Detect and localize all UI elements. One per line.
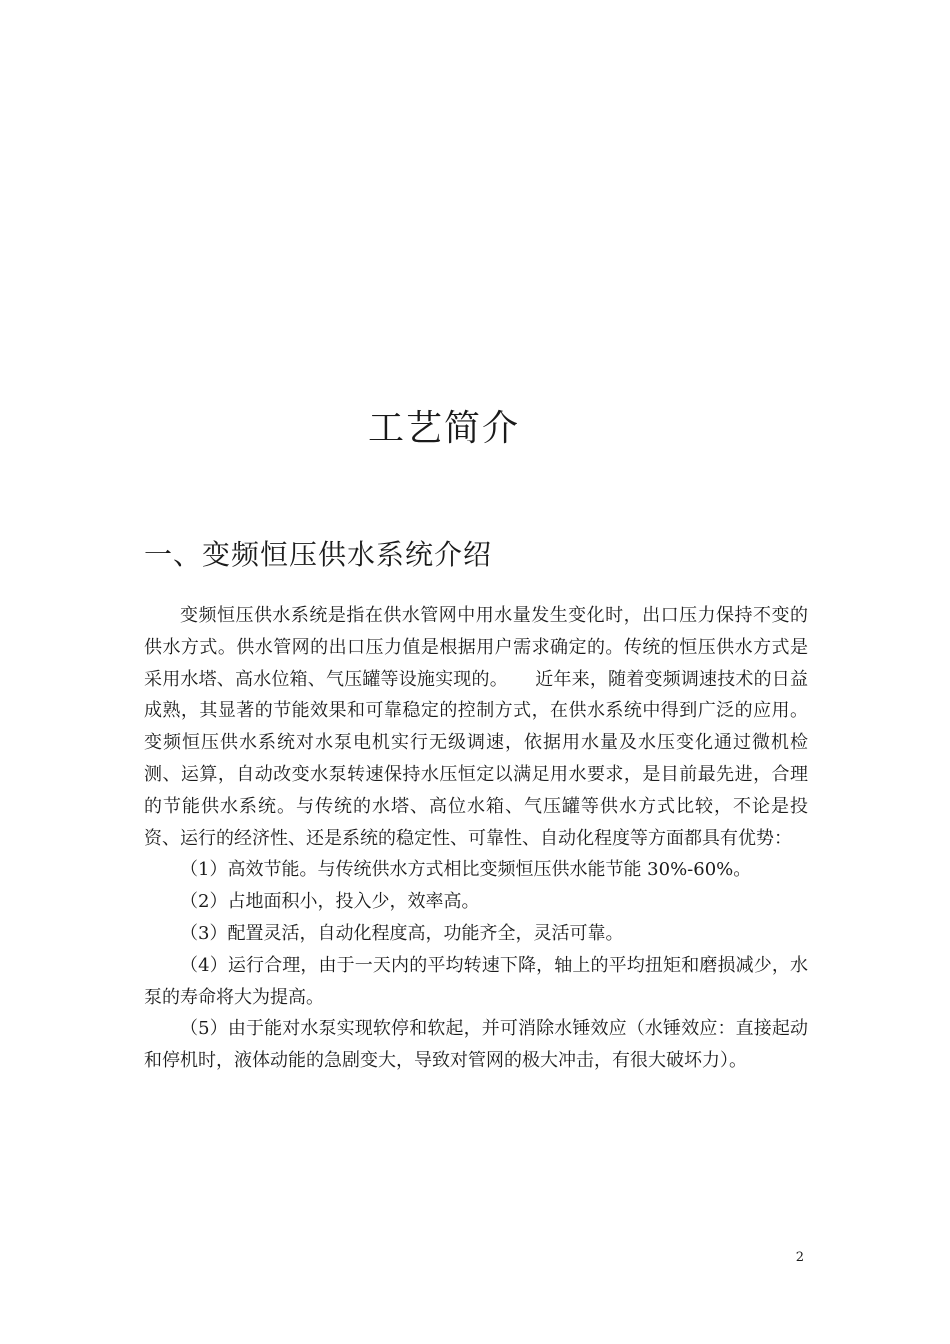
- advantage-item-5: （5）由于能对水泵实现软停和软起，并可消除水锤效应（水锤效应：直接起动和停机时，液体动能的急剧变大，导致对管网的极大冲击，有很大破坏力）。: [144, 1018, 808, 1072]
- page-number: 2: [795, 1250, 804, 1265]
- section-heading: 一、变频恒压供水系统介绍: [144, 538, 493, 571]
- advantage-item-2: （2）占地面积小，投入少，效率高。: [180, 891, 480, 913]
- intro-paragraph: 变频恒压供水系统是指在供水管网中用水量发生变化时，出口压力保持不变的供水方式。供水管网的出口压力值是根据用户需求确定的。传统的恒压供水方式是采用水塔、高水位箱、气压罐等设施实现的。 近年来，随着变频调速技术的日益成熟，其显著的节能效果和可靠稳定的控制方式，在供水系统中得到广泛的应用。变频恒压供水系统对水泵电机实行无级调速，依据用水量及水压变化通过微机检测、运算，自动改变水泵转速保持水压恒定以满足用水要求，是目前最先进，合理的节能供水系统。与传统的水塔、高位水箱、气压罐等供水方式比较，不论是投资、运行的经济性、还是系统的稳定性、可靠性、自动化程度等方面都具有优势：: [144, 605, 808, 849]
- body-text: [144, 600, 808, 1077]
- page-title: 工艺简介: [367, 408, 520, 449]
- advantage-item-3: （3）配置灵活，自动化程度高，功能齐全，灵活可靠。: [180, 922, 624, 944]
- advantage-item-4: （4）运行合理，由于一天内的平均转速下降，轴上的平均扭矩和磨损减少，水泵的寿命将大为提高。: [144, 954, 808, 1008]
- advantage-item-1: （1）高效节能。与传统供水方式相比变频恒压供水能节能 30%-60%。: [180, 859, 752, 881]
